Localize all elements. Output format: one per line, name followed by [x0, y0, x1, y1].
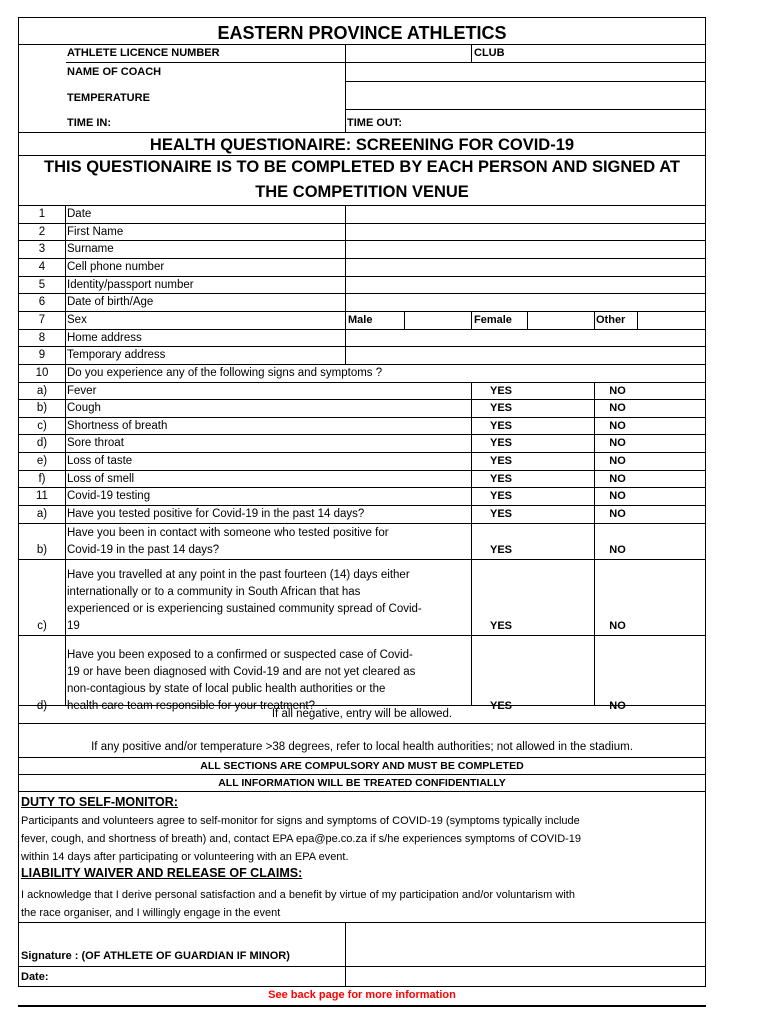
num-column-divider	[65, 205, 66, 705]
row-number: 8	[38, 331, 46, 344]
row-answer-field[interactable]	[346, 223, 705, 241]
question-text-line: Covid-19 in the past 14 days?	[67, 543, 220, 556]
row-answer-field[interactable]	[346, 329, 705, 347]
no-checkbox[interactable]	[640, 399, 705, 417]
note-confidential: ALL INFORMATION WILL BE TREATED CONFIDENTIALLY	[218, 777, 506, 789]
yes-label: YES	[489, 490, 512, 503]
symptom-number: a)	[36, 384, 48, 397]
question-number: b)	[36, 543, 48, 556]
row-answer-field[interactable]	[346, 205, 705, 223]
row-answer-field[interactable]	[346, 240, 705, 258]
no-label: NO	[609, 437, 626, 450]
time-out-label: TIME OUT:	[347, 117, 402, 129]
licence-label: ATHLETE LICENCE NUMBER	[67, 47, 220, 59]
no-checkbox[interactable]	[640, 559, 705, 635]
row-answer-field[interactable]	[346, 276, 705, 294]
no-checkbox[interactable]	[640, 452, 705, 470]
row-label: Do you experience any of the following signs and symptoms ?	[67, 366, 383, 379]
symptom-number: 11	[36, 490, 48, 503]
frame-top	[18, 17, 706, 18]
licence-field[interactable]	[345, 45, 470, 62]
date-label: Date:	[21, 971, 49, 983]
row-label: First Name	[67, 225, 124, 238]
waiver-line-1: I acknowledge that I derive personal satisfaction and a benefit by virtue of my participation and/or voluntarism with	[21, 889, 575, 901]
no-label: NO	[609, 508, 626, 521]
sex-other-label: Other	[596, 313, 626, 326]
time-in-field[interactable]	[130, 112, 340, 132]
row-label: Date of birth/Age	[67, 296, 154, 309]
questionnaire-subheading-1: THIS QUESTIONAIRE IS TO BE COMPLETED BY EACH PERSON AND SIGNED AT	[44, 158, 680, 176]
sex-other-box[interactable]	[637, 311, 705, 329]
yes-checkbox[interactable]	[530, 559, 594, 635]
waiver-line-2: the race organiser, and I willingly engage in the event	[21, 907, 281, 919]
question-text-line: Have you travelled at any point in the past fourteen (14) days either	[67, 568, 410, 581]
sex-female-label: Female	[474, 313, 512, 326]
yes-label: YES	[489, 619, 512, 632]
yes-checkbox[interactable]	[530, 505, 594, 523]
no-label: NO	[609, 543, 626, 556]
no-label: NO	[609, 455, 626, 468]
yes-checkbox[interactable]	[530, 470, 594, 488]
no-label: NO	[609, 490, 626, 503]
row-number: 5	[38, 278, 46, 291]
symptom-number: e)	[36, 455, 48, 468]
symptom-label: Fever	[67, 384, 97, 397]
no-label: NO	[609, 419, 626, 432]
duty-heading: DUTY TO SELF-MONITOR:	[21, 795, 178, 809]
row-number: 6	[38, 296, 46, 309]
symptom-number: a)	[36, 508, 48, 521]
question-text-line: Have you been exposed to a confirmed or suspected case of Covid-	[67, 648, 413, 661]
coach-label: NAME OF COACH	[67, 66, 162, 78]
yes-label: YES	[489, 543, 512, 556]
question-text-line: Have you been in contact with someone who tested positive for	[67, 526, 389, 539]
no-checkbox[interactable]	[640, 487, 705, 505]
yes-checkbox[interactable]	[530, 635, 594, 715]
row-label: Home address	[67, 331, 142, 344]
row-label: Identity/passport number	[67, 278, 194, 291]
no-checkbox[interactable]	[640, 470, 705, 488]
sex-male-box[interactable]	[404, 311, 471, 329]
row-answer-field[interactable]	[346, 293, 705, 311]
date-field[interactable]	[347, 968, 704, 985]
yes-label: YES	[489, 419, 512, 432]
club-label: CLUB	[474, 47, 505, 59]
questionnaire-heading: HEALTH QUESTIONAIRE: SCREENING FOR COVID-19	[149, 136, 575, 154]
note-positive: If any positive and/or temperature >38 degrees, refer to local health authorities; not allowed in the stadium.	[91, 741, 633, 753]
waiver-heading: LIABILITY WAIVER AND RELEASE OF CLAIMS:	[21, 866, 303, 880]
question-text-line: internationally or to a community in South African that has	[67, 585, 361, 598]
no-label: NO	[609, 472, 626, 485]
symptom-number: f)	[38, 472, 46, 485]
yes-label: YES	[489, 437, 512, 450]
row-number: 7	[38, 313, 46, 326]
note-compulsory: ALL SECTIONS ARE COMPULSORY AND MUST BE COMPLETED	[200, 760, 524, 772]
symptom-label: Loss of taste	[67, 455, 133, 468]
row-number: 10	[35, 366, 49, 379]
row-number: 3	[38, 243, 46, 256]
bottom-rule	[18, 1005, 706, 1007]
question-text-line: experienced or is experiencing sustained community spread of Covid-	[67, 602, 422, 615]
yes-checkbox[interactable]	[530, 434, 594, 452]
yes-checkbox[interactable]	[530, 452, 594, 470]
temperature-label: TEMPERATURE	[67, 92, 150, 104]
row-answer-field[interactable]	[346, 346, 705, 364]
temperature-field[interactable]	[346, 82, 705, 109]
symptom-number: b)	[36, 402, 48, 415]
yes-label: YES	[489, 402, 512, 415]
row-label: Date	[67, 208, 92, 220]
no-label: NO	[609, 384, 626, 397]
row-label: Surname	[67, 243, 114, 256]
no-checkbox[interactable]	[640, 382, 705, 400]
row-number: 1	[38, 208, 46, 220]
symptom-label: Shortness of breath	[67, 419, 168, 432]
no-label: NO	[609, 402, 626, 415]
duty-line-1: Participants and volunteers agree to self-monitor for signs and symptoms of COVID-19 (symptoms typically include	[21, 815, 580, 827]
signature-field[interactable]	[347, 924, 704, 965]
note-negative: If all negative, entry will be allowed.	[271, 708, 453, 720]
club-field[interactable]	[510, 45, 705, 62]
no-checkbox[interactable]	[640, 635, 705, 715]
no-label: NO	[609, 619, 626, 632]
yes-checkbox[interactable]	[530, 417, 594, 435]
sex-male-label: Male	[348, 313, 373, 326]
time-out-field[interactable]	[420, 112, 700, 132]
yes-label: YES	[489, 455, 512, 468]
row-label: Cell phone number	[67, 260, 165, 273]
yes-checkbox[interactable]	[530, 399, 594, 417]
row-number: 4	[38, 260, 46, 273]
yes-checkbox[interactable]	[530, 487, 594, 505]
yes-checkbox[interactable]	[530, 523, 594, 559]
symptom-label: Sore throat	[67, 437, 124, 450]
yes-label: YES	[489, 508, 512, 521]
symptom-label: Cough	[67, 402, 101, 415]
no-checkbox[interactable]	[640, 434, 705, 452]
symptom-number: d)	[36, 437, 48, 450]
yes-label: YES	[489, 384, 512, 397]
no-checkbox[interactable]	[640, 417, 705, 435]
yes-checkbox[interactable]	[530, 382, 594, 400]
row-label: Temporary address	[67, 349, 166, 362]
duty-line-3: within 14 days after participating or volunteering with an EPA event.	[21, 851, 349, 863]
symptom-label: Loss of smell	[67, 472, 135, 485]
question-text-line: 19 or have been diagnosed with Covid-19 and are not yet cleared as	[67, 665, 416, 678]
symptom-number: c)	[37, 419, 47, 432]
form-title: EASTERN PROVINCE ATHLETICS	[217, 23, 507, 43]
yes-label: YES	[489, 472, 512, 485]
coach-field[interactable]	[346, 63, 705, 81]
symptom-label: Have you tested positive for Covid-19 in the past 14 days?	[67, 508, 365, 521]
row-number: 2	[38, 225, 46, 238]
footer-note: See back page for more information	[268, 989, 456, 1001]
question-text-line: 19	[67, 619, 80, 632]
no-checkbox[interactable]	[640, 523, 705, 559]
duty-line-2: fever, cough, and shortness of breath) and, contact EPA epa@pe.co.za if s/he experiences symptoms of COVID-19	[21, 833, 582, 845]
time-in-label: TIME IN:	[67, 117, 111, 129]
question-number: c)	[37, 619, 47, 632]
signature-label: Signature : (OF ATHLETE OF GUARDIAN IF MINOR)	[21, 950, 290, 962]
symptom-label: Covid-19 testing	[67, 490, 151, 503]
questionnaire-subheading-2: THE COMPETITION VENUE	[255, 183, 469, 201]
row-number: 9	[38, 349, 46, 362]
no-checkbox[interactable]	[640, 505, 705, 523]
row-label: Sex	[67, 313, 87, 326]
question-text-line: non-contagious by state of local public health authorities or the	[67, 682, 386, 695]
sex-female-box[interactable]	[527, 311, 594, 329]
frame-bottom	[18, 986, 706, 987]
row-answer-field[interactable]	[346, 258, 705, 276]
